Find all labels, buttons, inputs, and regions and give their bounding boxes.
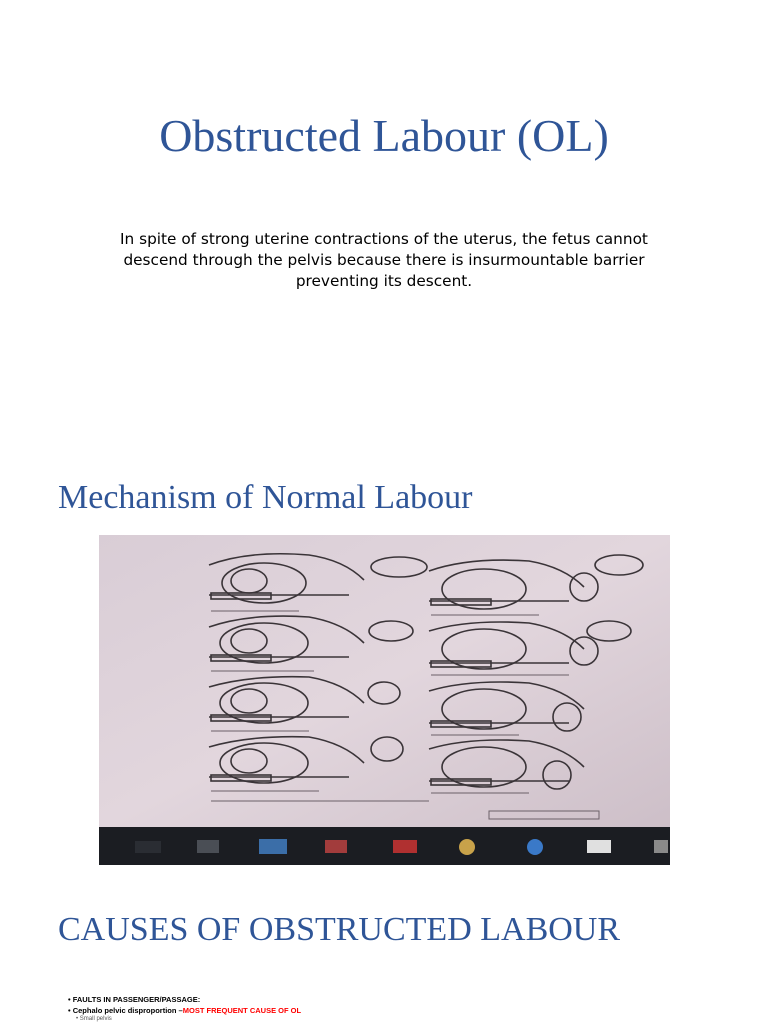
definition-line: preventing its descent.	[295, 272, 473, 290]
definition-line: In spite of strong uterine contractions of the uterus, the fetus cannot	[120, 230, 648, 248]
causes-list	[68, 994, 301, 1022]
slide-title: Mechanism of Normal Labour	[58, 479, 473, 516]
slide-mechanism	[0, 440, 768, 880]
figure-illustration	[99, 535, 670, 865]
slide-obstructed-labour	[0, 0, 768, 440]
bullet-text: • Cephalo pelvic disproportion –	[68, 1006, 183, 1015]
textbook-figure-photo	[99, 535, 670, 865]
bullet-faults: • FAULTS IN PASSENGER/PASSAGE:	[68, 995, 201, 1004]
definition-text	[104, 229, 664, 292]
definition-line: descend through the pelvis because there is insurmountable barrier	[123, 251, 645, 269]
highlight-text: MOST FREQUENT CAUSE OF OL	[182, 1006, 302, 1015]
slide-title: CAUSES OF OBSTRUCTED LABOUR	[58, 911, 621, 948]
bullet-cpd	[68, 1005, 301, 1016]
slide-title: Obstructed Labour (OL)	[159, 110, 609, 161]
taskbar-icons	[135, 839, 668, 855]
sub-bullet: • Small pelvis	[76, 1016, 112, 1022]
slide-causes	[0, 880, 768, 1024]
